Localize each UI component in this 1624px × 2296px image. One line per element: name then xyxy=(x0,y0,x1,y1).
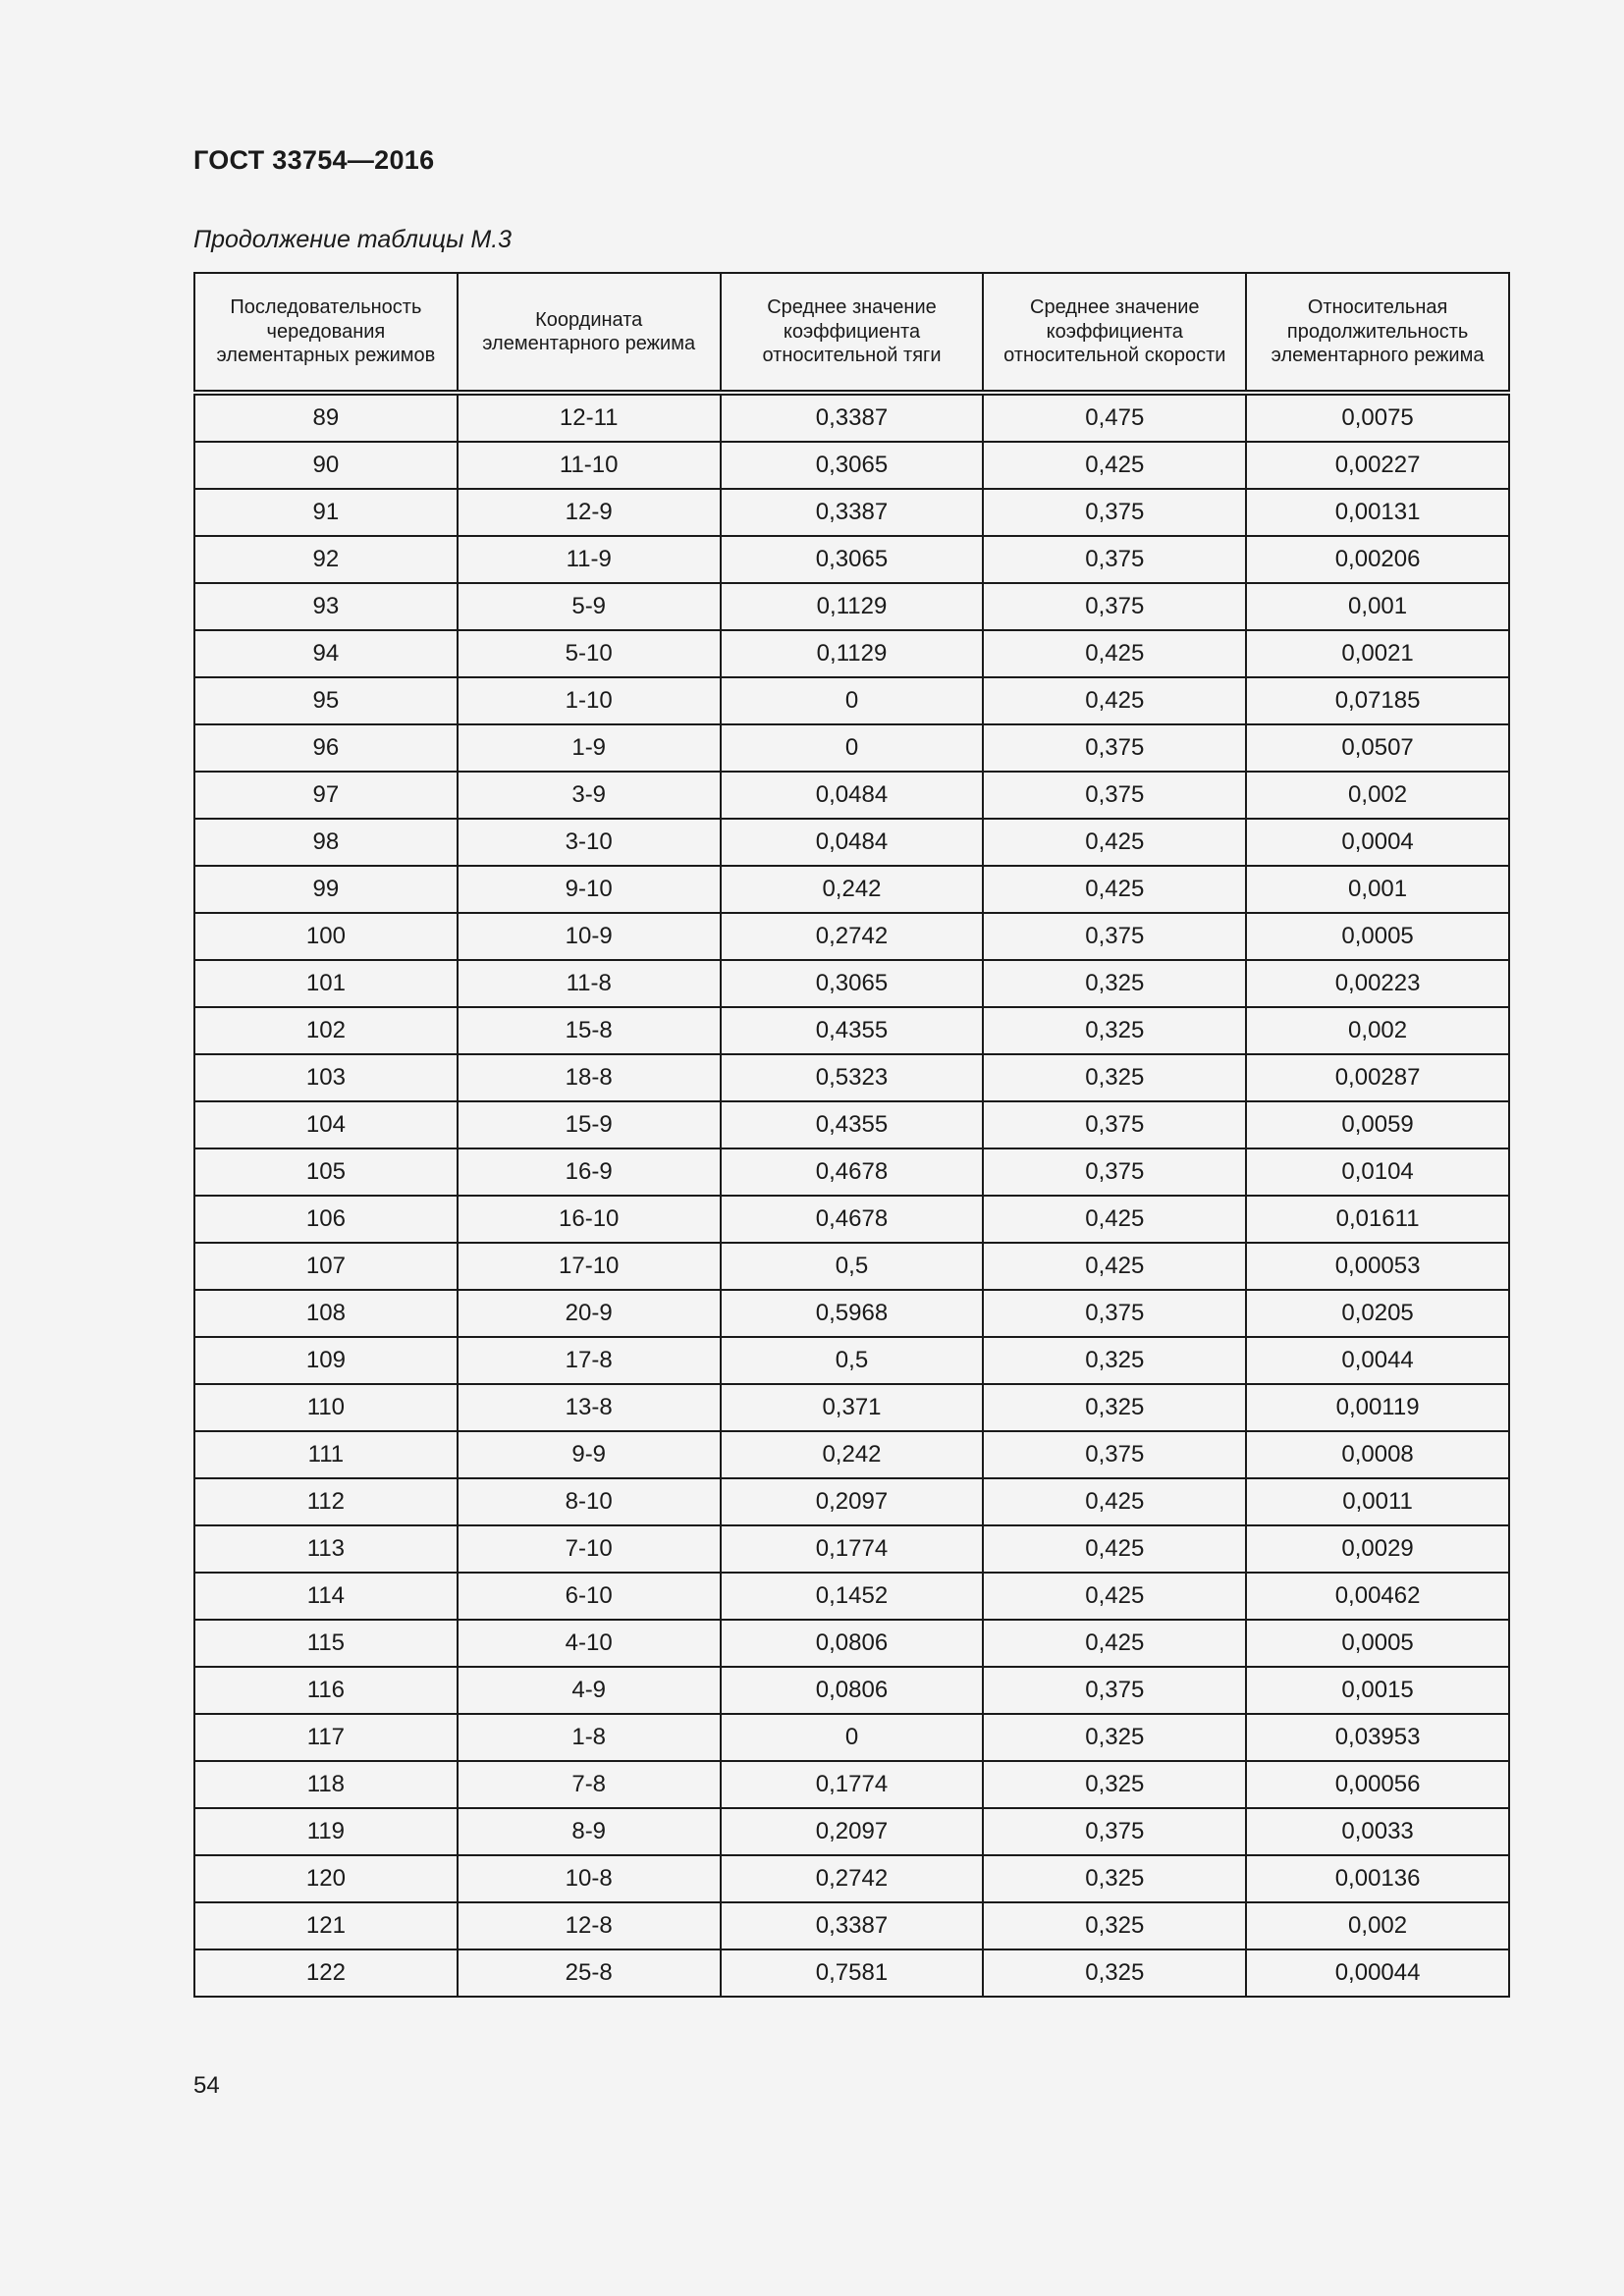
cell-speed: 0,375 xyxy=(983,1148,1246,1196)
cell-thrust: 0,4355 xyxy=(721,1101,984,1148)
cell-duration: 0,002 xyxy=(1246,1902,1509,1949)
table-row xyxy=(194,1761,1509,1808)
cell-duration: 0,00044 xyxy=(1246,1949,1509,1997)
cell-speed: 0,375 xyxy=(983,1290,1246,1337)
cell-coordinate: 8-10 xyxy=(458,1478,721,1525)
cell-sequence: 104 xyxy=(194,1101,458,1148)
cell-thrust: 0,4355 xyxy=(721,1007,984,1054)
cell-thrust: 0,242 xyxy=(721,1431,984,1478)
cell-speed: 0,425 xyxy=(983,442,1246,489)
cell-duration: 0,001 xyxy=(1246,866,1509,913)
table-row xyxy=(194,536,1509,583)
cell-sequence: 119 xyxy=(194,1808,458,1855)
cell-speed: 0,425 xyxy=(983,1478,1246,1525)
cell-sequence: 93 xyxy=(194,583,458,630)
cell-speed: 0,425 xyxy=(983,866,1246,913)
table-caption: Продолжение таблицы М.3 xyxy=(193,226,513,253)
cell-sequence: 102 xyxy=(194,1007,458,1054)
table-row xyxy=(194,1620,1509,1667)
cell-coordinate: 16-9 xyxy=(458,1148,721,1196)
cell-thrust: 0,1452 xyxy=(721,1573,984,1620)
cell-thrust: 0,3387 xyxy=(721,393,984,442)
cell-coordinate: 7-10 xyxy=(458,1525,721,1573)
cell-sequence: 97 xyxy=(194,772,458,819)
cell-speed: 0,375 xyxy=(983,1101,1246,1148)
table-row xyxy=(194,1101,1509,1148)
cell-speed: 0,375 xyxy=(983,913,1246,960)
cell-thrust: 0,7581 xyxy=(721,1949,984,1997)
cell-coordinate: 11-8 xyxy=(458,960,721,1007)
cell-speed: 0,375 xyxy=(983,724,1246,772)
cell-coordinate: 16-10 xyxy=(458,1196,721,1243)
cell-duration: 0,002 xyxy=(1246,1007,1509,1054)
cell-coordinate: 4-9 xyxy=(458,1667,721,1714)
cell-thrust: 0,4678 xyxy=(721,1196,984,1243)
table-row xyxy=(194,1478,1509,1525)
cell-speed: 0,425 xyxy=(983,1196,1246,1243)
cell-duration: 0,00056 xyxy=(1246,1761,1509,1808)
cell-speed: 0,325 xyxy=(983,1337,1246,1384)
cell-speed: 0,475 xyxy=(983,393,1246,442)
cell-duration: 0,0021 xyxy=(1246,630,1509,677)
table-row xyxy=(194,1196,1509,1243)
cell-sequence: 99 xyxy=(194,866,458,913)
column-header-sequence: Последовательность чередования элементарных режимов xyxy=(194,273,458,393)
cell-sequence: 100 xyxy=(194,913,458,960)
table-row xyxy=(194,393,1509,442)
cell-coordinate: 5-10 xyxy=(458,630,721,677)
table-row xyxy=(194,772,1509,819)
cell-thrust: 0,1774 xyxy=(721,1761,984,1808)
cell-coordinate: 10-9 xyxy=(458,913,721,960)
table-row xyxy=(194,1007,1509,1054)
cell-sequence: 109 xyxy=(194,1337,458,1384)
cell-speed: 0,325 xyxy=(983,1384,1246,1431)
cell-coordinate: 12-11 xyxy=(458,393,721,442)
cell-coordinate: 17-10 xyxy=(458,1243,721,1290)
cell-speed: 0,425 xyxy=(983,1525,1246,1573)
cell-sequence: 110 xyxy=(194,1384,458,1431)
column-header-thrust: Среднее значение коэффициента относительной тяги xyxy=(721,273,984,393)
cell-sequence: 94 xyxy=(194,630,458,677)
cell-duration: 0,00462 xyxy=(1246,1573,1509,1620)
cell-duration: 0,001 xyxy=(1246,583,1509,630)
cell-speed: 0,375 xyxy=(983,1667,1246,1714)
cell-duration: 0,00206 xyxy=(1246,536,1509,583)
table-row xyxy=(194,583,1509,630)
cell-thrust: 0,2097 xyxy=(721,1478,984,1525)
table-row xyxy=(194,819,1509,866)
cell-thrust: 0,5 xyxy=(721,1243,984,1290)
cell-thrust: 0,3387 xyxy=(721,1902,984,1949)
cell-sequence: 90 xyxy=(194,442,458,489)
cell-sequence: 107 xyxy=(194,1243,458,1290)
cell-duration: 0,00131 xyxy=(1246,489,1509,536)
cell-thrust: 0,0806 xyxy=(721,1667,984,1714)
cell-sequence: 103 xyxy=(194,1054,458,1101)
cell-duration: 0,0104 xyxy=(1246,1148,1509,1196)
cell-coordinate: 1-9 xyxy=(458,724,721,772)
cell-sequence: 121 xyxy=(194,1902,458,1949)
cell-speed: 0,325 xyxy=(983,1714,1246,1761)
cell-thrust: 0,4678 xyxy=(721,1148,984,1196)
cell-duration: 0,0015 xyxy=(1246,1667,1509,1714)
cell-sequence: 114 xyxy=(194,1573,458,1620)
table-row xyxy=(194,913,1509,960)
cell-duration: 0,01611 xyxy=(1246,1196,1509,1243)
cell-speed: 0,425 xyxy=(983,630,1246,677)
cell-thrust: 0,0806 xyxy=(721,1620,984,1667)
cell-speed: 0,325 xyxy=(983,960,1246,1007)
cell-thrust: 0,242 xyxy=(721,866,984,913)
cell-sequence: 113 xyxy=(194,1525,458,1573)
cell-coordinate: 20-9 xyxy=(458,1290,721,1337)
cell-thrust: 0,3065 xyxy=(721,442,984,489)
cell-duration: 0,00287 xyxy=(1246,1054,1509,1101)
cell-thrust: 0,3065 xyxy=(721,536,984,583)
cell-sequence: 108 xyxy=(194,1290,458,1337)
cell-thrust: 0,5 xyxy=(721,1337,984,1384)
cell-thrust: 0,1774 xyxy=(721,1525,984,1573)
cell-coordinate: 15-9 xyxy=(458,1101,721,1148)
cell-duration: 0,0033 xyxy=(1246,1808,1509,1855)
cell-speed: 0,425 xyxy=(983,1620,1246,1667)
table-row xyxy=(194,960,1509,1007)
cell-duration: 0,07185 xyxy=(1246,677,1509,724)
column-header-speed: Среднее значение коэффициента относительной скорости xyxy=(983,273,1246,393)
cell-coordinate: 3-10 xyxy=(458,819,721,866)
cell-thrust: 0 xyxy=(721,724,984,772)
cell-coordinate: 25-8 xyxy=(458,1949,721,1997)
cell-sequence: 91 xyxy=(194,489,458,536)
cell-coordinate: 18-8 xyxy=(458,1054,721,1101)
table-row xyxy=(194,1148,1509,1196)
cell-speed: 0,375 xyxy=(983,772,1246,819)
cell-duration: 0,00136 xyxy=(1246,1855,1509,1902)
cell-duration: 0,00053 xyxy=(1246,1243,1509,1290)
table-body xyxy=(194,393,1509,1997)
cell-sequence: 116 xyxy=(194,1667,458,1714)
cell-sequence: 96 xyxy=(194,724,458,772)
cell-duration: 0,0011 xyxy=(1246,1478,1509,1525)
cell-thrust: 0,0484 xyxy=(721,772,984,819)
cell-coordinate: 12-8 xyxy=(458,1902,721,1949)
cell-speed: 0,325 xyxy=(983,1761,1246,1808)
cell-speed: 0,425 xyxy=(983,1573,1246,1620)
cell-duration: 0,0075 xyxy=(1246,393,1509,442)
cell-sequence: 117 xyxy=(194,1714,458,1761)
cell-coordinate: 5-9 xyxy=(458,583,721,630)
cell-sequence: 111 xyxy=(194,1431,458,1478)
table-row xyxy=(194,1902,1509,1949)
cell-duration: 0,00223 xyxy=(1246,960,1509,1007)
data-table xyxy=(193,272,1510,1998)
cell-thrust: 0 xyxy=(721,677,984,724)
cell-coordinate: 4-10 xyxy=(458,1620,721,1667)
cell-speed: 0,325 xyxy=(983,1007,1246,1054)
table-row xyxy=(194,1667,1509,1714)
cell-duration: 0,0008 xyxy=(1246,1431,1509,1478)
cell-speed: 0,425 xyxy=(983,677,1246,724)
cell-speed: 0,375 xyxy=(983,1431,1246,1478)
cell-thrust: 0,371 xyxy=(721,1384,984,1431)
cell-coordinate: 8-9 xyxy=(458,1808,721,1855)
cell-duration: 0,03953 xyxy=(1246,1714,1509,1761)
cell-thrust: 0,2097 xyxy=(721,1808,984,1855)
cell-thrust: 0,0484 xyxy=(721,819,984,866)
cell-duration: 0,0004 xyxy=(1246,819,1509,866)
page-number: 54 xyxy=(193,2072,220,2099)
header-row xyxy=(194,273,1509,393)
cell-coordinate: 15-8 xyxy=(458,1007,721,1054)
cell-speed: 0,325 xyxy=(983,1054,1246,1101)
cell-sequence: 112 xyxy=(194,1478,458,1525)
table-row xyxy=(194,1714,1509,1761)
cell-sequence: 120 xyxy=(194,1855,458,1902)
document-title: ГОСТ 33754—2016 xyxy=(193,145,435,175)
cell-duration: 0,0044 xyxy=(1246,1337,1509,1384)
table-header xyxy=(194,273,1509,393)
cell-duration: 0,00227 xyxy=(1246,442,1509,489)
cell-sequence: 122 xyxy=(194,1949,458,1997)
table-row xyxy=(194,1855,1509,1902)
table-row xyxy=(194,677,1509,724)
cell-thrust: 0 xyxy=(721,1714,984,1761)
cell-thrust: 0,1129 xyxy=(721,583,984,630)
cell-duration: 0,0507 xyxy=(1246,724,1509,772)
table-row xyxy=(194,1384,1509,1431)
cell-coordinate: 12-9 xyxy=(458,489,721,536)
cell-sequence: 98 xyxy=(194,819,458,866)
table-row xyxy=(194,442,1509,489)
cell-coordinate: 11-9 xyxy=(458,536,721,583)
cell-speed: 0,375 xyxy=(983,536,1246,583)
cell-duration: 0,002 xyxy=(1246,772,1509,819)
cell-speed: 0,375 xyxy=(983,583,1246,630)
cell-coordinate: 10-8 xyxy=(458,1855,721,1902)
table-row xyxy=(194,489,1509,536)
table-row xyxy=(194,1573,1509,1620)
cell-duration: 0,0005 xyxy=(1246,1620,1509,1667)
cell-coordinate: 3-9 xyxy=(458,772,721,819)
table-row xyxy=(194,1243,1509,1290)
cell-coordinate: 1-8 xyxy=(458,1714,721,1761)
cell-sequence: 101 xyxy=(194,960,458,1007)
cell-coordinate: 7-8 xyxy=(458,1761,721,1808)
cell-sequence: 105 xyxy=(194,1148,458,1196)
table-row xyxy=(194,866,1509,913)
cell-coordinate: 9-10 xyxy=(458,866,721,913)
cell-duration: 0,0029 xyxy=(1246,1525,1509,1573)
cell-coordinate: 17-8 xyxy=(458,1337,721,1384)
cell-speed: 0,375 xyxy=(983,1808,1246,1855)
table-row xyxy=(194,1808,1509,1855)
table-row xyxy=(194,1337,1509,1384)
cell-speed: 0,375 xyxy=(983,489,1246,536)
cell-thrust: 0,1129 xyxy=(721,630,984,677)
cell-duration: 0,00119 xyxy=(1246,1384,1509,1431)
cell-thrust: 0,3387 xyxy=(721,489,984,536)
cell-speed: 0,425 xyxy=(983,819,1246,866)
cell-speed: 0,325 xyxy=(983,1855,1246,1902)
cell-duration: 0,0059 xyxy=(1246,1101,1509,1148)
table-row xyxy=(194,630,1509,677)
cell-coordinate: 11-10 xyxy=(458,442,721,489)
cell-speed: 0,325 xyxy=(983,1949,1246,1997)
cell-coordinate: 6-10 xyxy=(458,1573,721,1620)
cell-sequence: 95 xyxy=(194,677,458,724)
cell-sequence: 92 xyxy=(194,536,458,583)
column-header-coordinate: Координата элементарного режима xyxy=(458,273,721,393)
cell-sequence: 89 xyxy=(194,393,458,442)
cell-coordinate: 1-10 xyxy=(458,677,721,724)
table-row xyxy=(194,1431,1509,1478)
cell-sequence: 115 xyxy=(194,1620,458,1667)
cell-duration: 0,0005 xyxy=(1246,913,1509,960)
cell-speed: 0,425 xyxy=(983,1243,1246,1290)
cell-thrust: 0,2742 xyxy=(721,1855,984,1902)
cell-thrust: 0,5323 xyxy=(721,1054,984,1101)
cell-coordinate: 9-9 xyxy=(458,1431,721,1478)
cell-speed: 0,325 xyxy=(983,1902,1246,1949)
cell-thrust: 0,3065 xyxy=(721,960,984,1007)
cell-duration: 0,0205 xyxy=(1246,1290,1509,1337)
cell-sequence: 118 xyxy=(194,1761,458,1808)
cell-sequence: 106 xyxy=(194,1196,458,1243)
cell-coordinate: 13-8 xyxy=(458,1384,721,1431)
cell-thrust: 0,2742 xyxy=(721,913,984,960)
table-row xyxy=(194,1290,1509,1337)
table-row xyxy=(194,724,1509,772)
cell-thrust: 0,5968 xyxy=(721,1290,984,1337)
column-header-duration: Относительная продолжительность элементарного режима xyxy=(1246,273,1509,393)
table-row xyxy=(194,1525,1509,1573)
table-row xyxy=(194,1949,1509,1997)
table-row xyxy=(194,1054,1509,1101)
